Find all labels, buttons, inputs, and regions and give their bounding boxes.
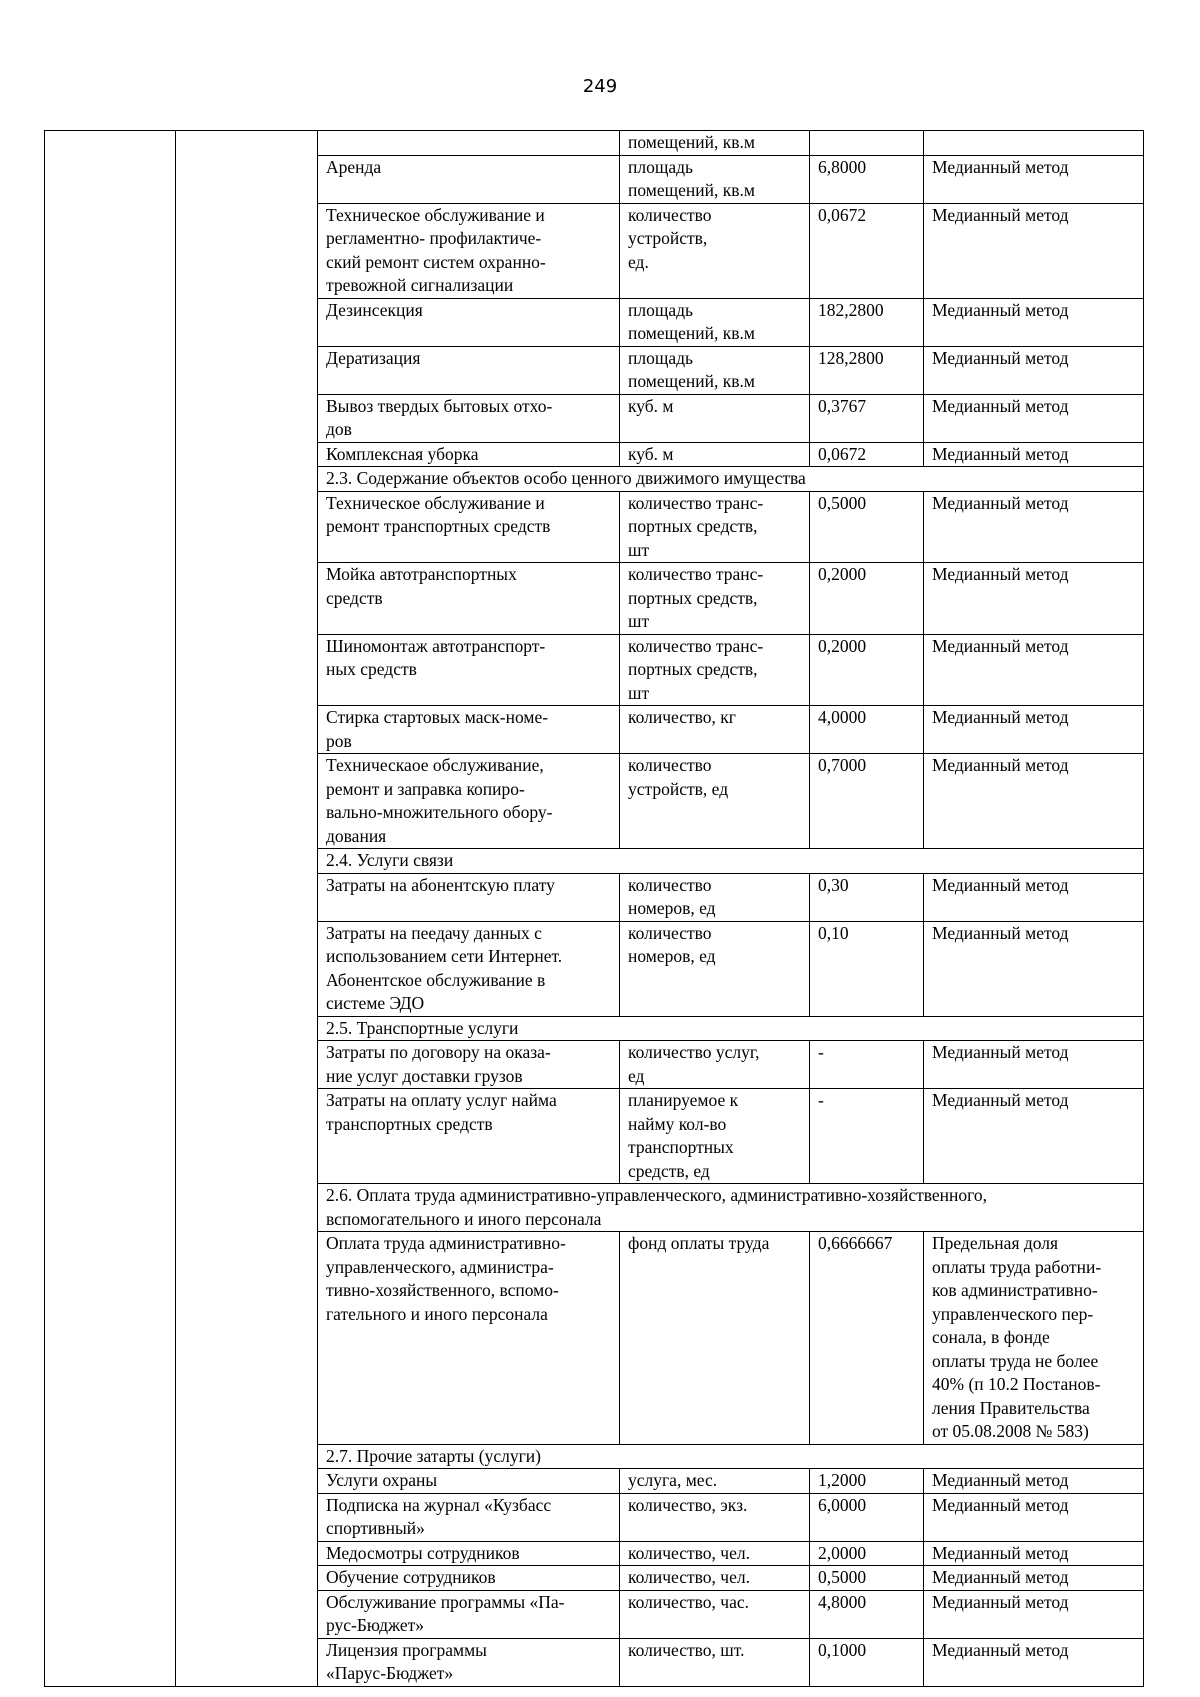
value-cell: - <box>810 1041 924 1089</box>
value-cell: 128,2800 <box>810 346 924 394</box>
value-cell: 1,2000 <box>810 1469 924 1494</box>
cost-name-cell: Услуги охраны <box>318 1469 620 1494</box>
method-cell: Медианный метод <box>924 1566 1144 1591</box>
unit-cell: фонд оплаты труда <box>620 1232 810 1445</box>
unit-cell: количество, час. <box>620 1590 810 1638</box>
value-cell: 0,10 <box>810 921 924 1016</box>
method-cell: Медианный метод <box>924 563 1144 635</box>
cost-name-cell: Шиномонтаж автотранспорт- ных средств <box>318 634 620 706</box>
unit-cell: количество номеров, ед <box>620 921 810 1016</box>
unit-cell: площадь помещений, кв.м <box>620 155 810 203</box>
method-cell <box>924 131 1144 156</box>
cost-name-cell: Обслуживание программы «Па- рус-Бюджет» <box>318 1590 620 1638</box>
section-title: 2.7. Прочие затарты (услуги) <box>318 1444 1144 1469</box>
method-cell: Медианный метод <box>924 1638 1144 1686</box>
cost-name-cell: Аренда <box>318 155 620 203</box>
value-cell: 0,1000 <box>810 1638 924 1686</box>
unit-cell: услуга, мес. <box>620 1469 810 1494</box>
value-cell: 0,0672 <box>810 442 924 467</box>
section-title: 2.3. Содержание объектов особо ценного движимого имущества <box>318 467 1144 492</box>
unit-cell: количество, чел. <box>620 1541 810 1566</box>
table-row <box>45 131 1144 156</box>
method-cell: Медианный метод <box>924 491 1144 563</box>
unit-cell: куб. м <box>620 394 810 442</box>
unit-cell: количество транс- портных средств, шт <box>620 563 810 635</box>
cost-name-cell: Затраты по договору на оказа- ние услуг доставки грузов <box>318 1041 620 1089</box>
unit-cell: помещений, кв.м <box>620 131 810 156</box>
unit-cell: количество транс- портных средств, шт <box>620 634 810 706</box>
cost-name-cell: Подписка на журнал «Кузбасс спортивный» <box>318 1493 620 1541</box>
unit-cell: количество, экз. <box>620 1493 810 1541</box>
cost-name-cell: Затраты на оплату услуг найма транспортных средств <box>318 1089 620 1184</box>
cost-name-cell: Дератизация <box>318 346 620 394</box>
value-cell: 0,5000 <box>810 1566 924 1591</box>
value-cell: 0,6666667 <box>810 1232 924 1445</box>
method-cell: Медианный метод <box>924 1493 1144 1541</box>
unit-cell: площадь помещений, кв.м <box>620 298 810 346</box>
method-cell: Медианный метод <box>924 155 1144 203</box>
cost-name-cell: Техническаое обслуживание, ремонт и заправка копиро- вально-множительного обору- дования <box>318 754 620 849</box>
cost-name-cell: Затраты на абонентскую плату <box>318 873 620 921</box>
method-cell: Медианный метод <box>924 1089 1144 1184</box>
value-cell: 0,2000 <box>810 634 924 706</box>
page-number: 249 <box>582 76 618 97</box>
cost-name-cell: Мойка автотранспортных средств <box>318 563 620 635</box>
unit-cell: количество транс- портных средств, шт <box>620 491 810 563</box>
value-cell: 4,8000 <box>810 1590 924 1638</box>
method-cell: Медианный метод <box>924 921 1144 1016</box>
method-cell: Медианный метод <box>924 203 1144 298</box>
section-title: 2.5. Транспортные услуги <box>318 1016 1144 1041</box>
value-cell: - <box>810 1089 924 1184</box>
method-cell: Медианный метод <box>924 298 1144 346</box>
section-title: 2.4. Услуги связи <box>318 849 1144 874</box>
method-cell: Медианный метод <box>924 873 1144 921</box>
value-cell: 0,5000 <box>810 491 924 563</box>
unit-cell: количество, кг <box>620 706 810 754</box>
value-cell: 182,2800 <box>810 298 924 346</box>
cost-name-cell: Комплексная уборка <box>318 442 620 467</box>
value-cell: 0,30 <box>810 873 924 921</box>
unit-cell: количество услуг, ед <box>620 1041 810 1089</box>
unit-cell: количество устройств, ед. <box>620 203 810 298</box>
unit-cell: количество, шт. <box>620 1638 810 1686</box>
unit-cell: планируемое к найму кол-во транспортных средств, ед <box>620 1089 810 1184</box>
method-cell: Медианный метод <box>924 1541 1144 1566</box>
cost-name-cell <box>318 131 620 156</box>
cost-name-cell: Лицензия программы «Парус-Бюджет» <box>318 1638 620 1686</box>
unit-cell: куб. м <box>620 442 810 467</box>
cost-name-cell: Техническое обслуживание и регламентно- профилактиче- ский ремонт систем охранно- тревожной сигнализации <box>318 203 620 298</box>
section-title: 2.6. Оплата труда административно-управленческого, административно-хозяйственного, вспомогательного и иного персонала <box>318 1184 1144 1232</box>
cost-name-cell: Техническое обслуживание и ремонт транспортных средств <box>318 491 620 563</box>
unit-cell: количество номеров, ед <box>620 873 810 921</box>
cost-name-cell: Дезинсекция <box>318 298 620 346</box>
value-cell: 6,0000 <box>810 1493 924 1541</box>
method-cell: Медианный метод <box>924 346 1144 394</box>
unit-cell: количество устройств, ед <box>620 754 810 849</box>
table-body <box>45 131 1144 1687</box>
value-cell: 0,2000 <box>810 563 924 635</box>
unit-cell: площадь помещений, кв.м <box>620 346 810 394</box>
value-cell: 6,8000 <box>810 155 924 203</box>
blank-column-cell <box>176 131 318 1687</box>
cost-name-cell: Вывоз твердых бытовых отхо- дов <box>318 394 620 442</box>
method-cell: Медианный метод <box>924 634 1144 706</box>
value-cell <box>810 131 924 156</box>
value-cell: 0,3767 <box>810 394 924 442</box>
cost-name-cell: Обучение сотрудников <box>318 1566 620 1591</box>
method-cell: Предельная доля оплаты труда работни- ков административно- управленческого пер- сонала, в фонде оплаты труда не более 40% (п 10.2 Постанов- ления Правительства от 05.08.2008 № 583) <box>924 1232 1144 1445</box>
cost-name-cell: Оплата труда административно- управленческого, администра- тивно-хозяйственного, вспомо- гательного и иного персонала <box>318 1232 620 1445</box>
cost-name-cell: Медосмотры сотрудников <box>318 1541 620 1566</box>
cost-name-cell: Стирка стартовых маск-номе- ров <box>318 706 620 754</box>
method-cell: Медианный метод <box>924 1590 1144 1638</box>
method-cell: Медианный метод <box>924 1469 1144 1494</box>
method-cell: Медианный метод <box>924 754 1144 849</box>
value-cell: 4,0000 <box>810 706 924 754</box>
method-cell: Медианный метод <box>924 394 1144 442</box>
method-cell: Медианный метод <box>924 442 1144 467</box>
value-cell: 2,0000 <box>810 1541 924 1566</box>
blank-column-cell <box>45 131 176 1687</box>
value-cell: 0,0672 <box>810 203 924 298</box>
cost-norms-table <box>44 130 1144 1687</box>
method-cell: Медианный метод <box>924 706 1144 754</box>
method-cell: Медианный метод <box>924 1041 1144 1089</box>
value-cell: 0,7000 <box>810 754 924 849</box>
cost-name-cell: Затраты на пеедачу данных с использованием сети Интернет. Абонентское обслуживание в системе ЭДО <box>318 921 620 1016</box>
unit-cell: количество, чел. <box>620 1566 810 1591</box>
